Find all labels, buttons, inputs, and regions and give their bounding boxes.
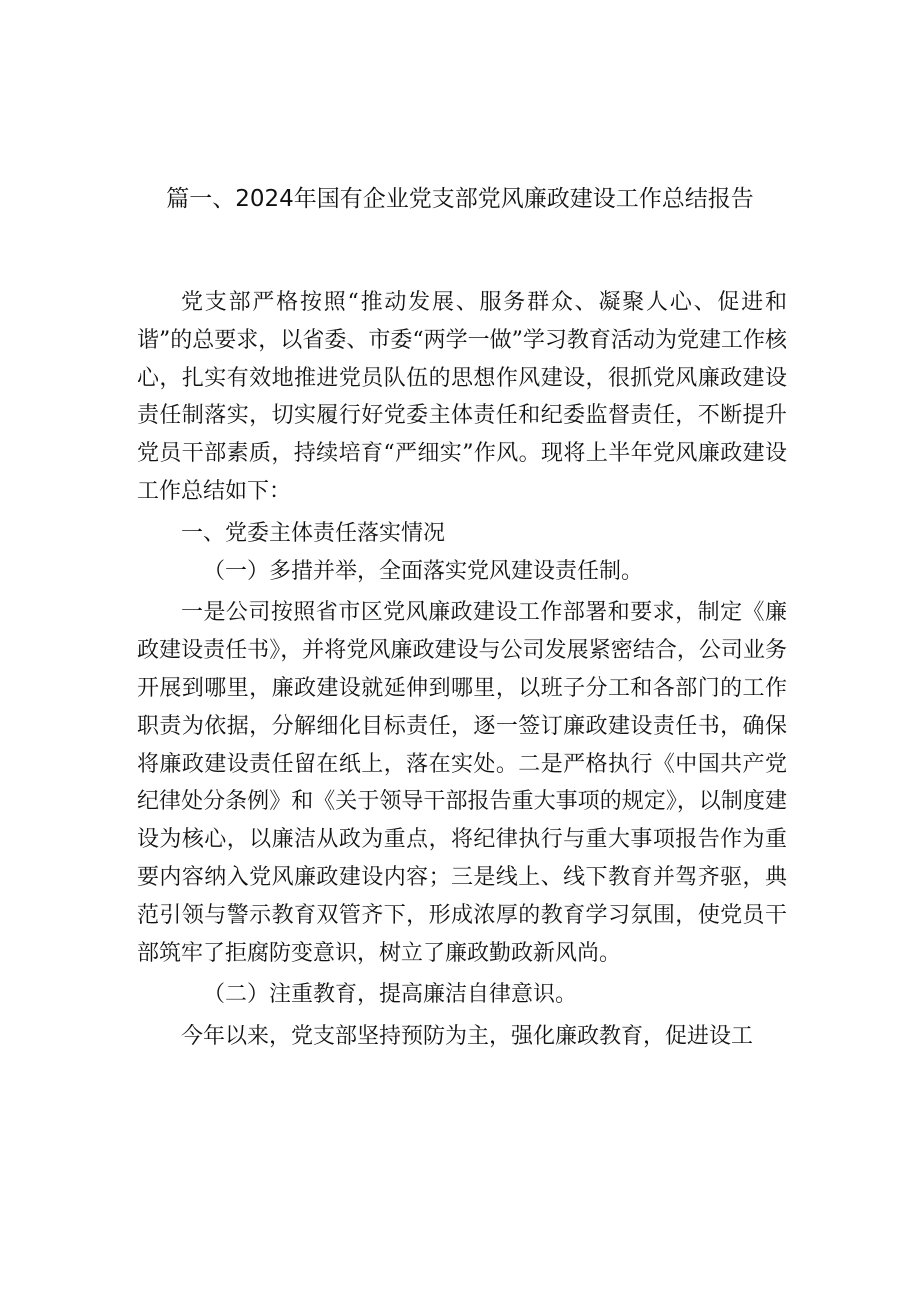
subsection-1-paragraph: 一是公司按照省市区党风廉政建设工作部署和要求，制定《廉政建设责任书》，并将党风廉政建设与公司发展紧密结合，公司业务开展到哪里，廉政建设就延伸到哪里，以班子分工和各部门的工作职责为依据，分解细化目标责任，逐一签订廉政建设责任书，确保将廉政建设责任留在纸上，落在实处。二是严格执行《中国共产党纪律处分条例》和《关于领导干部报告重大事项的规定》，以制度建设为核心，以廉洁从政为重点，将纪律执行与重大事项报告作为重要内容纳入党风廉政建设内容；三是线上、线下教育并驾齐驱，典范引领与警示教育双管齐下，形成浓厚的教育学习氛围，使党员干部筑牢了拒腐防变意识，树立了廉政勤政新风尚。 (137, 600, 787, 966)
intro-paragraph: 党支部严格按照“推动发展、服务群众、凝聚人心、促进和谐”的总要求，以省委、市委“两学一做”学习教育活动为党建工作核心，扎实有效地推进党员队伍的思想作风建设，很抓党风廉政建设责任制落实，切实履行好党委主体责任和纪委监督责任，不断提升党员干部素质，持续培育“严细实”作风。现将上半年党风廉政建设工作总结如下： (137, 290, 787, 504)
document-title: 篇一、2024年国有企业党支部党风廉政建设工作总结报告 (166, 186, 754, 212)
document-body (137, 284, 787, 1056)
subsection-heading-2: （二）注重教育，提高廉洁自律意识。 (203, 982, 578, 1008)
section-heading-1: 一、党委主体责任落实情况 (181, 520, 446, 546)
subsection-2-paragraph: 今年以来，党支部坚持预防为主，强化廉政教育，促进设工 (181, 1024, 754, 1050)
subsection-heading-1: （一）多措并举，全面落实党风建设责任制。 (203, 558, 644, 584)
